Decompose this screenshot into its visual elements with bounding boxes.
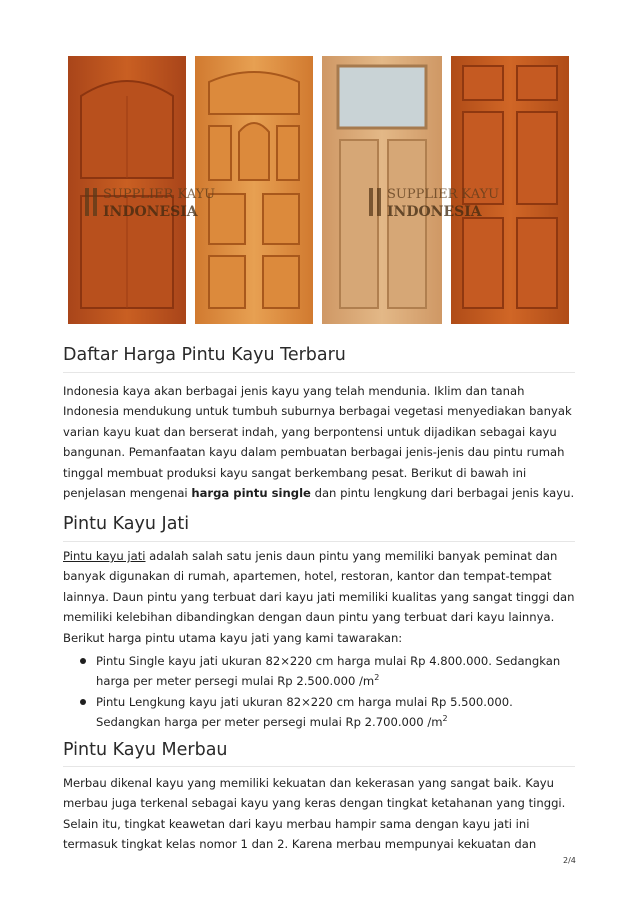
jati-paragraph <box>63 546 578 648</box>
watermark-right-line2: INDONESIA <box>387 204 482 220</box>
intro-text: Indonesia kaya akan berbagai jenis kayu yang telah mendunia. Iklim dan tanah Indonesia mendukung untuk tumbuh suburnya berbagai vegetasi menyediakan banyak varian kayu kuat dan berserat indah, yang berpontensi untuk dijadikan sebagai kayu bangunan. Pemanfaatan kayu dalam pembuatan berbagai jenis-jenis dau pintu rumah tinggal membuat produksi kayu sangat berkembang pesat. Berikut di bawah ini penjelasan mengenai <box>63 384 572 501</box>
list-item: Pintu Lengkung kayu jati ukuran 82×220 cm harga mulai Rp 5.500.000. Sedangkan harga per meter persegi mulai Rp 2.700.000 $/m^2$ <box>63 692 578 733</box>
watermark-left-line2: INDONESIA <box>103 204 198 220</box>
jati-link[interactable]: Pintu kayu jati <box>63 549 146 563</box>
watermark-left-line1: SUPPLIER KAYU <box>103 187 216 202</box>
watermark-right-line1: SUPPLIER KAYU <box>387 187 500 202</box>
heading-divider <box>63 766 575 767</box>
bullet-icon <box>80 658 86 664</box>
heading-divider <box>63 372 575 373</box>
heading-divider <box>63 541 575 542</box>
watermark-right <box>369 187 499 220</box>
section-heading-merbau: Pintu Kayu Merbau <box>63 740 228 760</box>
watermark-left <box>85 187 215 220</box>
list-item: Pintu Single kayu jati ukuran 82×220 cm harga mulai Rp 4.800.000. Sedangkan harga per meter persegi mulai Rp 2.500.000 $/m^2$ <box>63 651 578 692</box>
bullet-icon <box>80 699 86 705</box>
page-number: 2/4 <box>563 856 576 865</box>
doors-image <box>63 48 575 328</box>
intro-paragraph <box>63 381 578 503</box>
merbau-paragraph: Merbau dikenal kayu yang memiliki kekuatan dan kekerasan yang sangat baik. Kayu merbau juga terkenal sebagai kayu yang keras dengan tingkat ketahanan yang tinggi. Selain itu, tingkat keawetan dari kayu merbau hampir sama dengan kayu jati ini termasuk tingkat kelas nomor 1 dan 2. Karena merbau mempunyai kekuatan dan <box>63 776 566 852</box>
jati-text: adalah salah satu jenis daun pintu yang memiliki banyak peminat dan banyak digunakan di rumah, apartemen, hotel, restoran, kantor dan tempat-tempat lainnya. Daun pintu yang terbuat dari kayu jati memiliki kualitas yang sangat tinggi dan memiliki kelebihan dibandingkan dengan daun pintu yang terbuat dari kayu lainnya. Berikut harga pintu utama kayu jati yang kami tawarakan: <box>63 549 575 645</box>
jati-price-list <box>63 651 578 733</box>
intro-text-end: dan pintu lengkung dari berbagai jenis kayu. <box>310 486 575 501</box>
section-heading-jati: Pintu Kayu Jati <box>63 514 190 534</box>
section-heading-harga: Daftar Harga Pintu Kayu Terbaru <box>63 345 346 365</box>
intro-bold: harga pintu single <box>191 486 311 501</box>
